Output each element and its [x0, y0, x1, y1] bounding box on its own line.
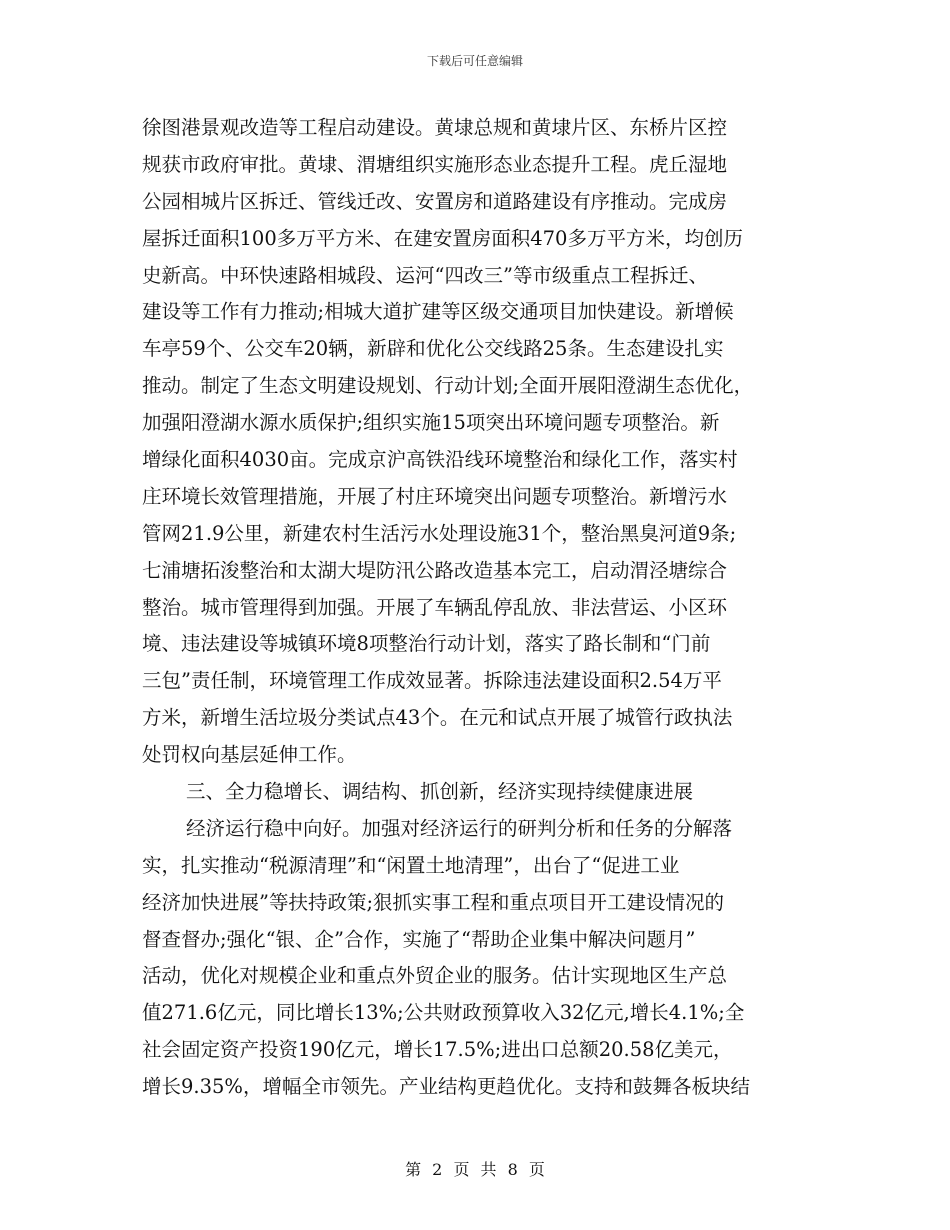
text-line: 屋拆迁面积100多万平方米、在建安置房面积470多万平方米，均创历 [142, 226, 743, 250]
text-line: 车亭59个、公交车20辆，新辟和优化公交线路25条。生态建设扎实 [142, 337, 724, 361]
text-line: 经济加快进展”等扶持政策;狠抓实事工程和重点项目开工建设情况的 [142, 890, 725, 914]
text-line: 方米，新增生活垃圾分类试点43个。在元和试点开展了城管行政执法 [142, 706, 733, 730]
text-line: 推动。制定了生态文明建设规划、行动计划;全面开展阳澄湖生态优化， [142, 374, 754, 398]
text-line: 督查督办;强化“银、企”合作，实施了“帮助企业集中解决问题月” [142, 927, 696, 951]
text-line: 三包”责任制，环境管理工作成效显著。拆除违法建设面积2.54万平 [142, 669, 722, 693]
text-line: 活动，优化对规模企业和重点外贸企业的服务。估计实现地区生产总 [142, 964, 728, 988]
text-line: 管网21.9公里，新建农村生活污水处理设施31个，整治黑臭河道9条; [142, 521, 737, 545]
text-line: 庄环境长效管理措施，开展了村庄环境突出问题专项整治。新增污水 [142, 484, 728, 508]
text-line: 增绿化面积4030亩。完成京沪高铁沿线环境整治和绿化工作，落实村 [142, 448, 738, 472]
text-line: 增长9.35%，增幅全市领先。产业结构更趋优化。支持和鼓舞各板块结 [142, 1075, 750, 1099]
text-line: 经济运行稳中向好。加强对经济运行的研判分析和任务的分解落 [186, 816, 733, 840]
text-line: 建设等工作有力推动;相城大道扩建等区级交通项目加快建设。新增候 [142, 300, 734, 324]
text-line: 规获市政府审批。黄埭、渭塘组织实施形态业态提升工程。虎丘湿地 [142, 152, 728, 176]
text-line: 整治。城市管理得到加强。开展了车辆乱停乱放、非法营运、小区环 [142, 595, 728, 619]
section-heading: 三、全力稳增长、调结构、抓创新，经济实现持续健康进展 [186, 780, 694, 804]
text-line: 境、违法建设等城镇环境8项整治行动计划，落实了路长制和“门前 [142, 632, 711, 656]
page-header: 下载后可任意编辑 [426, 54, 523, 68]
text-line: 史新高。中环快速路相城段、运河“四改三”等市级重点工程拆迁、 [142, 263, 708, 287]
text-line: 社会固定资产投资190亿元，增长17.5%;进出口总额20.58亿美元， [142, 1038, 733, 1062]
text-line: 加强阳澄湖水源水质保护;组织实施15项突出环境问题专项整治。新 [142, 411, 720, 435]
page-number-footer: 第 2 页 共 8 页 [405, 1160, 545, 1179]
text-line: 公园相城片区拆迁、管线迁改、安置房和道路建设有序推动。完成房 [142, 189, 728, 213]
text-line: 七浦塘拓浚整治和太湖大堤防汛公路改造基本完工，启动渭泾塘综合 [142, 558, 728, 582]
text-line: 徐图港景观改造等工程启动建设。黄埭总规和黄埭片区、东桥片区控 [142, 116, 728, 139]
document-body [142, 110, 822, 1106]
text-line: 实，扎实推动“税源清理”和“闲置土地清理”，出台了“促进工业 [142, 853, 680, 877]
text-line: 值271.6亿元，同比增长13%;公共财政预算收入32亿元,增长4.1%;全 [142, 1001, 745, 1025]
text-line: 处罚权向基层延伸工作。 [142, 743, 357, 767]
